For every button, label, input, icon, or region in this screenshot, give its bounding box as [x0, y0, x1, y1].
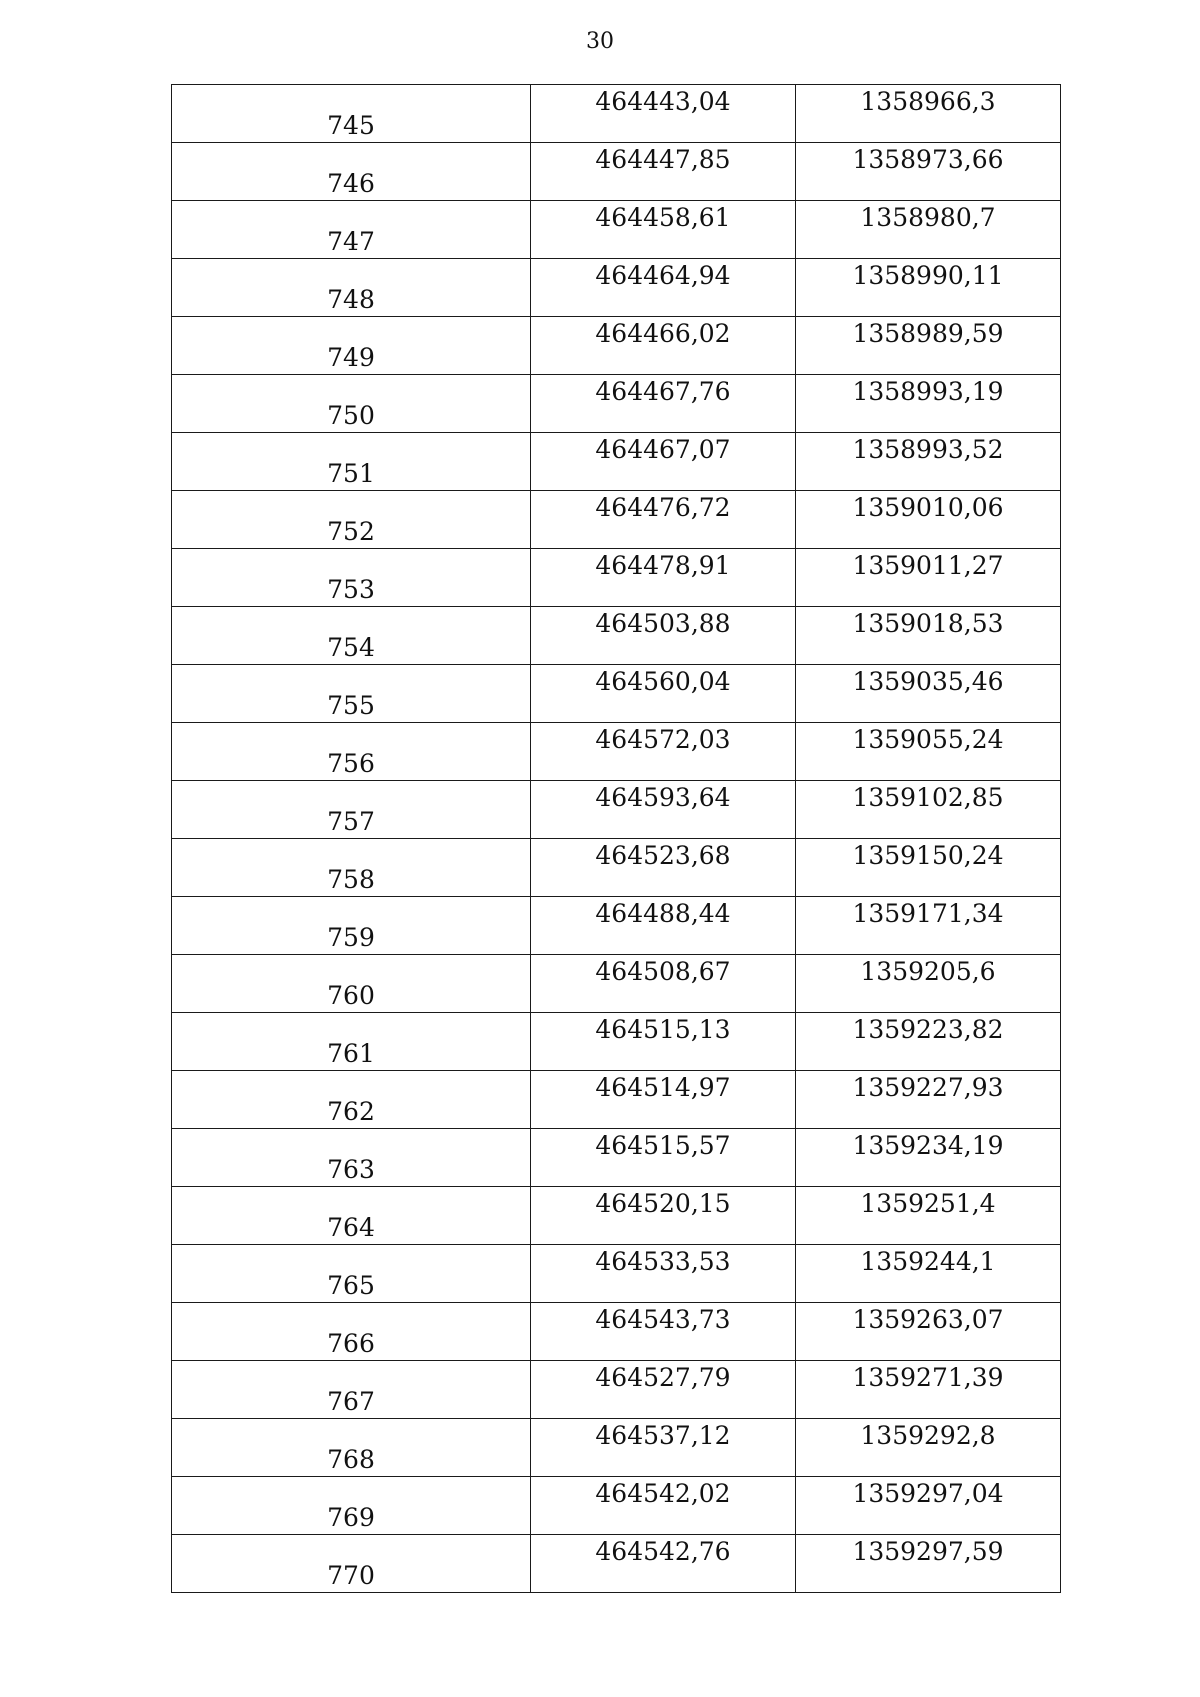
- point-number-cell: 755: [172, 665, 531, 723]
- table-row: [172, 143, 1061, 201]
- point-number-cell: 769: [172, 1477, 531, 1535]
- point-number-cell: 751: [172, 433, 531, 491]
- y-coordinate-cell: 1359150,24: [796, 839, 1061, 897]
- table-row: [172, 723, 1061, 781]
- table-row: [172, 1535, 1061, 1593]
- point-number-cell: 749: [172, 317, 531, 375]
- point-number-cell: 752: [172, 491, 531, 549]
- y-coordinate-cell: 1359234,19: [796, 1129, 1061, 1187]
- x-coordinate-cell: 464515,57: [531, 1129, 796, 1187]
- table-row: [172, 607, 1061, 665]
- table-row: [172, 1303, 1061, 1361]
- table-row: [172, 1477, 1061, 1535]
- table-row: [172, 1071, 1061, 1129]
- y-coordinate-cell: 1359205,6: [796, 955, 1061, 1013]
- x-coordinate-cell: 464488,44: [531, 897, 796, 955]
- table-row: [172, 259, 1061, 317]
- x-coordinate-cell: 464523,68: [531, 839, 796, 897]
- x-coordinate-cell: 464476,72: [531, 491, 796, 549]
- point-number-cell: 768: [172, 1419, 531, 1477]
- table-row: [172, 897, 1061, 955]
- y-coordinate-cell: 1359011,27: [796, 549, 1061, 607]
- y-coordinate-cell: 1358973,66: [796, 143, 1061, 201]
- table-row: [172, 85, 1061, 143]
- y-coordinate-cell: 1359297,04: [796, 1477, 1061, 1535]
- x-coordinate-cell: 464560,04: [531, 665, 796, 723]
- y-coordinate-cell: 1359018,53: [796, 607, 1061, 665]
- y-coordinate-cell: 1358980,7: [796, 201, 1061, 259]
- table-row: [172, 1361, 1061, 1419]
- y-coordinate-cell: 1358993,52: [796, 433, 1061, 491]
- y-coordinate-cell: 1359171,34: [796, 897, 1061, 955]
- point-number-cell: 756: [172, 723, 531, 781]
- y-coordinate-cell: 1359251,4: [796, 1187, 1061, 1245]
- y-coordinate-cell: 1359227,93: [796, 1071, 1061, 1129]
- x-coordinate-cell: 464520,15: [531, 1187, 796, 1245]
- point-number-cell: 753: [172, 549, 531, 607]
- x-coordinate-cell: 464458,61: [531, 201, 796, 259]
- x-coordinate-cell: 464464,94: [531, 259, 796, 317]
- x-coordinate-cell: 464537,12: [531, 1419, 796, 1477]
- y-coordinate-cell: 1359271,39: [796, 1361, 1061, 1419]
- x-coordinate-cell: 464466,02: [531, 317, 796, 375]
- table-row: [172, 549, 1061, 607]
- table-row: [172, 1245, 1061, 1303]
- y-coordinate-cell: 1359035,46: [796, 665, 1061, 723]
- point-number-cell: 762: [172, 1071, 531, 1129]
- table-row: [172, 955, 1061, 1013]
- table-row: [172, 781, 1061, 839]
- x-coordinate-cell: 464508,67: [531, 955, 796, 1013]
- y-coordinate-cell: 1359292,8: [796, 1419, 1061, 1477]
- x-coordinate-cell: 464478,91: [531, 549, 796, 607]
- x-coordinate-cell: 464467,76: [531, 375, 796, 433]
- x-coordinate-cell: 464593,64: [531, 781, 796, 839]
- x-coordinate-cell: 464543,73: [531, 1303, 796, 1361]
- table-row: [172, 1419, 1061, 1477]
- point-number-cell: 765: [172, 1245, 531, 1303]
- table-row: [172, 1129, 1061, 1187]
- y-coordinate-cell: 1358966,3: [796, 85, 1061, 143]
- point-number-cell: 759: [172, 897, 531, 955]
- point-number-cell: 745: [172, 85, 531, 143]
- point-number-cell: 748: [172, 259, 531, 317]
- y-coordinate-cell: 1359297,59: [796, 1535, 1061, 1593]
- x-coordinate-cell: 464572,03: [531, 723, 796, 781]
- x-coordinate-cell: 464514,97: [531, 1071, 796, 1129]
- y-coordinate-cell: 1359244,1: [796, 1245, 1061, 1303]
- x-coordinate-cell: 464503,88: [531, 607, 796, 665]
- y-coordinate-cell: 1358990,11: [796, 259, 1061, 317]
- point-number-cell: 757: [172, 781, 531, 839]
- y-coordinate-cell: 1358993,19: [796, 375, 1061, 433]
- y-coordinate-cell: 1359010,06: [796, 491, 1061, 549]
- point-number-cell: 766: [172, 1303, 531, 1361]
- point-number-cell: 760: [172, 955, 531, 1013]
- table-row: [172, 1187, 1061, 1245]
- point-number-cell: 758: [172, 839, 531, 897]
- x-coordinate-cell: 464447,85: [531, 143, 796, 201]
- y-coordinate-cell: 1359055,24: [796, 723, 1061, 781]
- point-number-cell: 746: [172, 143, 531, 201]
- x-coordinate-cell: 464527,79: [531, 1361, 796, 1419]
- y-coordinate-cell: 1358989,59: [796, 317, 1061, 375]
- x-coordinate-cell: 464467,07: [531, 433, 796, 491]
- coordinates-table-body: [172, 85, 1061, 1593]
- y-coordinate-cell: 1359223,82: [796, 1013, 1061, 1071]
- x-coordinate-cell: 464542,76: [531, 1535, 796, 1593]
- table-row: [172, 201, 1061, 259]
- point-number-cell: 767: [172, 1361, 531, 1419]
- point-number-cell: 747: [172, 201, 531, 259]
- table-row: [172, 1013, 1061, 1071]
- x-coordinate-cell: 464515,13: [531, 1013, 796, 1071]
- point-number-cell: 770: [172, 1535, 531, 1593]
- point-number-cell: 764: [172, 1187, 531, 1245]
- table-row: [172, 665, 1061, 723]
- table-row: [172, 317, 1061, 375]
- point-number-cell: 750: [172, 375, 531, 433]
- table-row: [172, 491, 1061, 549]
- point-number-cell: 761: [172, 1013, 531, 1071]
- x-coordinate-cell: 464542,02: [531, 1477, 796, 1535]
- table-row: [172, 433, 1061, 491]
- x-coordinate-cell: 464533,53: [531, 1245, 796, 1303]
- point-number-cell: 754: [172, 607, 531, 665]
- y-coordinate-cell: 1359263,07: [796, 1303, 1061, 1361]
- table-row: [172, 839, 1061, 897]
- point-number-cell: 763: [172, 1129, 531, 1187]
- page-number: 30: [586, 29, 614, 54]
- table-row: [172, 375, 1061, 433]
- coordinates-table: [171, 84, 1061, 1593]
- x-coordinate-cell: 464443,04: [531, 85, 796, 143]
- y-coordinate-cell: 1359102,85: [796, 781, 1061, 839]
